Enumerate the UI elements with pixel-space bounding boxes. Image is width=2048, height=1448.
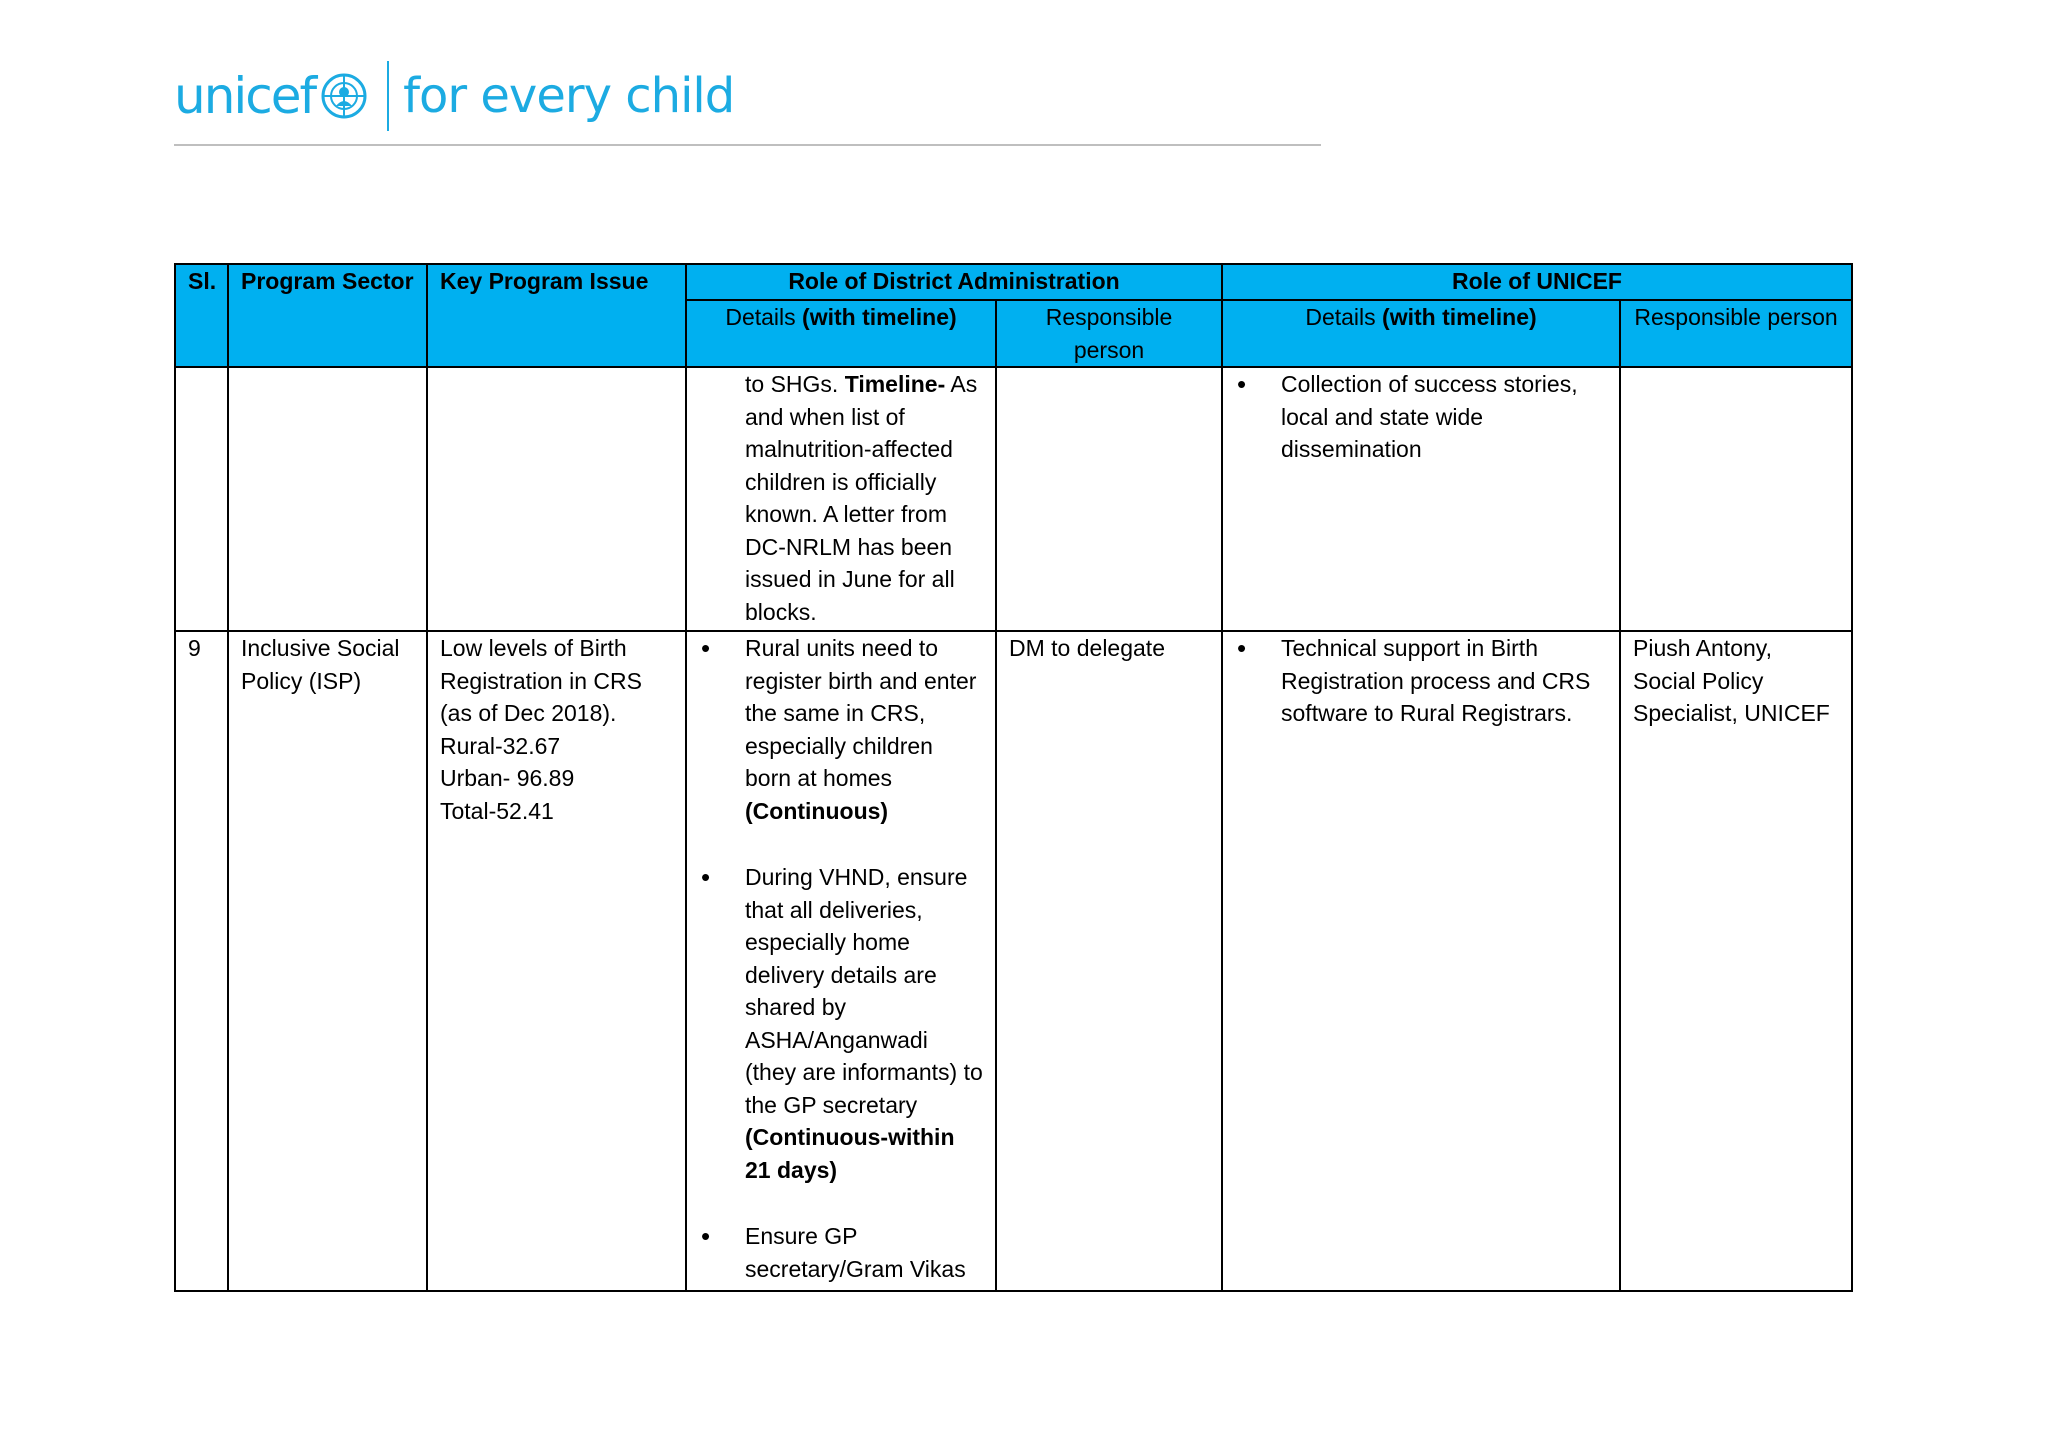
header-district-details <box>686 300 996 367</box>
unicef-emblem-icon <box>319 71 369 121</box>
bullet-timeline: (Continuous) <box>745 797 889 824</box>
timeline-label: Timeline- <box>844 371 946 397</box>
cell-unicef-details-continued <box>1222 367 1620 631</box>
bullet-text: Rural units need to register birth and enter the same in CRS, especially children born at homes <box>745 635 977 791</box>
unicef-tagline: for every child <box>403 68 735 124</box>
issue-total: Total-52.41 <box>440 797 554 824</box>
list-item: • Collection of success stories, local and state wide dissemination <box>1235 368 1607 466</box>
responsible-line: Social Policy <box>1633 667 1764 694</box>
header-role-district: Role of District Administration <box>686 264 1222 300</box>
details-label: Details <box>725 304 796 330</box>
cell-district-details <box>686 631 996 1291</box>
table-row-continued <box>175 367 1852 631</box>
list-item <box>699 1220 983 1285</box>
cell-unicef-responsible-empty <box>1620 367 1852 631</box>
bullet-timeline: (Continuous-within 21 days) <box>745 1124 955 1183</box>
cell-district-details-continued <box>686 367 996 631</box>
action-plan-table <box>174 263 1853 1292</box>
bullet-text: During VHND, ensure that all deliveries, especially home delivery details are shared by ASHA/Anganwadi (they are informants) to the GP secretary <box>745 864 983 1118</box>
list-item <box>699 861 983 1186</box>
responsible-line: Piush Antony, <box>1633 635 1772 661</box>
issue-text: Low levels of Birth Registration in CRS (as of Dec 2018). <box>440 635 642 726</box>
cell-district-responsible-empty <box>996 367 1222 631</box>
cell-program-sector: Inclusive Social Policy (ISP) <box>228 631 427 1291</box>
header-unicef-responsible: Responsible person <box>1620 300 1852 367</box>
header-divider <box>387 61 389 131</box>
cell-unicef-details <box>1222 631 1620 1291</box>
header-key-issue: Key Program Issue <box>427 264 686 367</box>
responsible-line: Specialist, UNICEF <box>1633 700 1830 726</box>
header-district-responsible: Responsible person <box>996 300 1222 367</box>
list-item: • Technical support in Birth Registration process and CRS software to Rural Registrars. <box>1235 632 1607 730</box>
header-sl: Sl. <box>175 264 228 367</box>
cell-key-issue <box>427 631 686 1291</box>
details-timeline-label: (with timeline) <box>1382 304 1537 330</box>
header-program-sector: Program Sector <box>228 264 427 367</box>
details-timeline-label: (with timeline) <box>802 304 957 330</box>
header-role-unicef: Role of UNICEF <box>1222 264 1852 300</box>
unicef-wordmark: unicef <box>174 67 316 125</box>
table-row-9 <box>175 631 1852 1291</box>
cell-sl-empty <box>175 367 228 631</box>
header-unicef-details <box>1222 300 1620 367</box>
cell-issue-empty <box>427 367 686 631</box>
continued-text: As and when list of malnutrition-affected children is officially known. A letter from DC-NRLM has been issued in June for all blocks. <box>745 371 978 625</box>
cell-sl: 9 <box>175 631 228 1291</box>
issue-urban: Urban- 96.89 <box>440 765 575 791</box>
details-label: Details <box>1305 304 1376 330</box>
cell-unicef-responsible <box>1620 631 1852 1291</box>
continued-text: to SHGs. <box>745 371 839 397</box>
bullet-text: Ensure GP secretary/Gram Vikas <box>745 1223 966 1282</box>
cell-sector-empty <box>228 367 427 631</box>
cell-district-responsible: DM to delegate <box>996 631 1222 1291</box>
issue-rural: Rural-32.67 <box>440 732 561 759</box>
header-rule <box>174 144 1321 146</box>
list-item <box>699 632 983 827</box>
unicef-header <box>174 56 734 136</box>
